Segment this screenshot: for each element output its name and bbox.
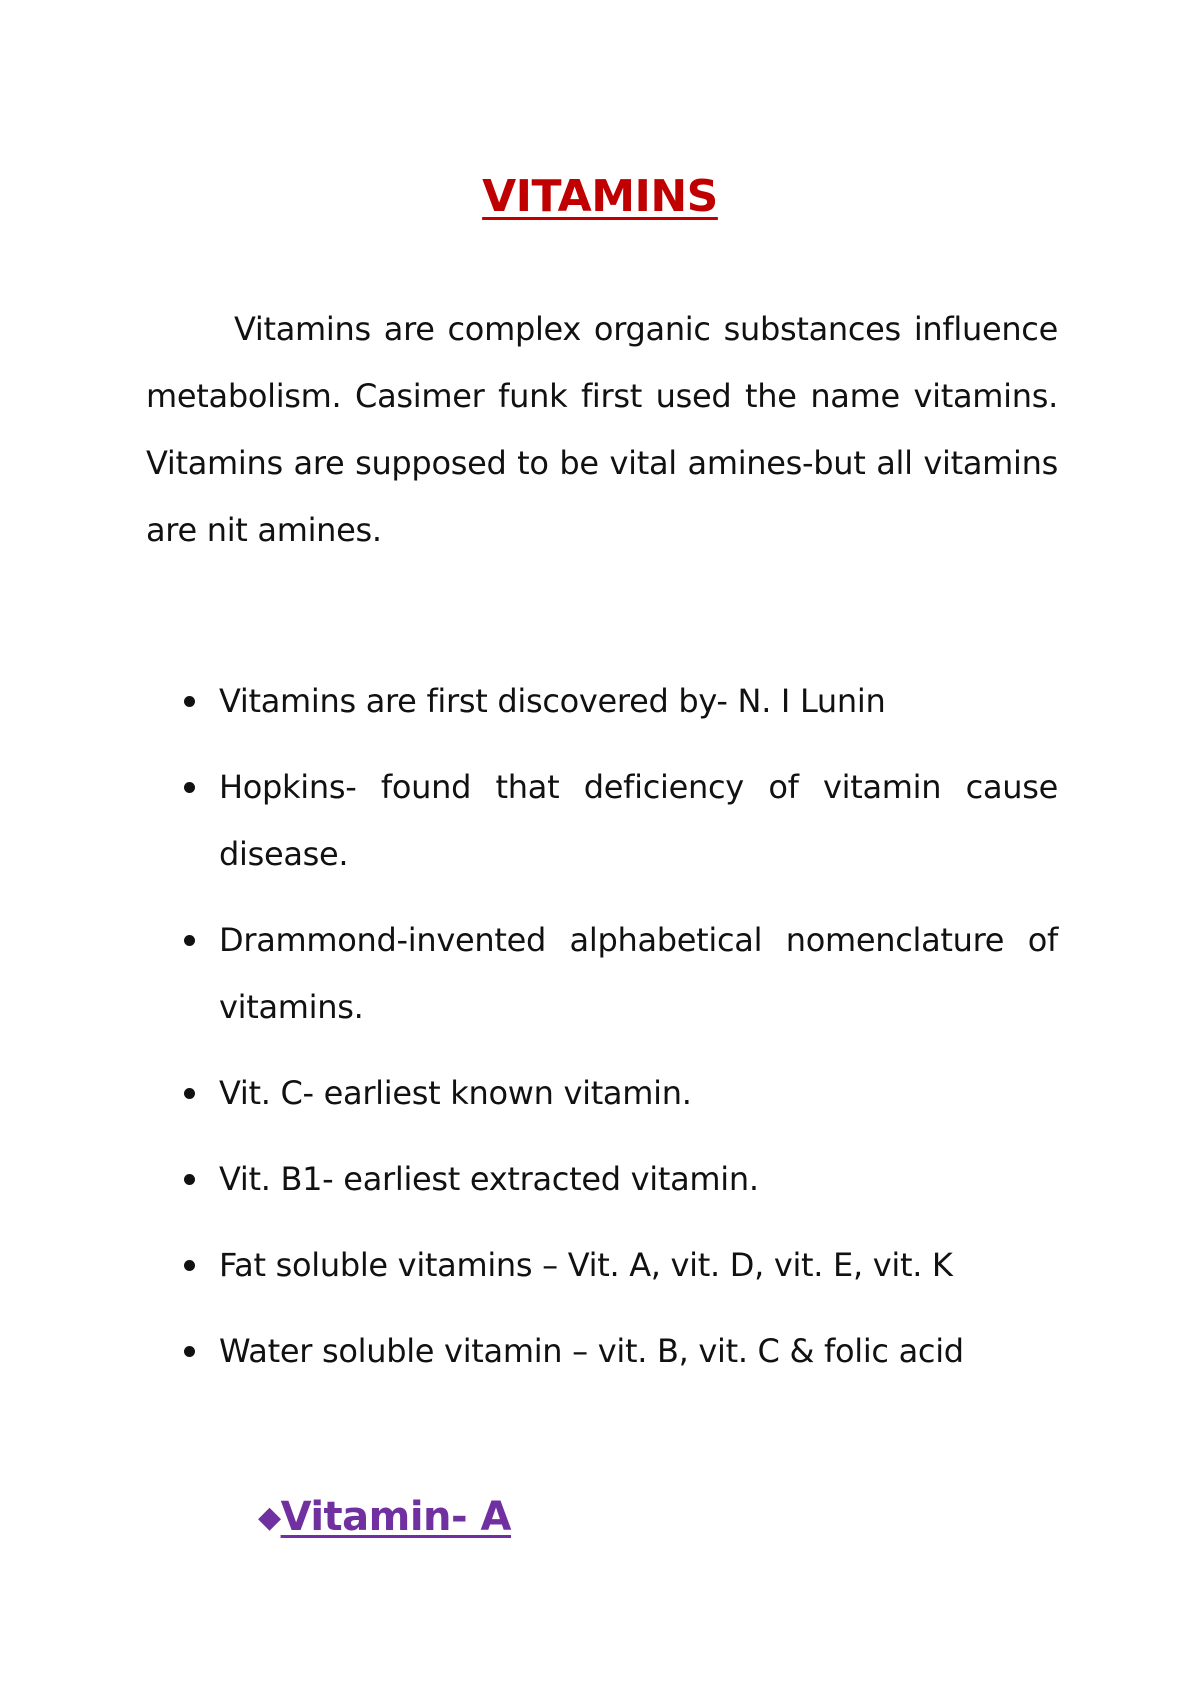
section-heading-text: Vitamin- A (280, 1494, 512, 1540)
list-item-text: Vitamins are first discovered by- N. I Lunin (219, 682, 886, 720)
list-item (0, 1232, 1058, 1299)
bullet-icon (184, 696, 195, 707)
list-item-text: Water soluble vitamin – vit. B, vit. C & folic acid (219, 1332, 964, 1370)
diamond-bullet-icon: ◆ (258, 1500, 281, 1535)
list-item-text: Drammond-invented alphabetical nomenclature of vitamins. (219, 921, 1058, 1026)
section-heading-vitamin-a (258, 1494, 511, 1540)
list-item (0, 754, 1058, 888)
page-title: VITAMINS (482, 171, 718, 223)
list-item-text: Vit. B1- earliest extracted vitamin. (219, 1160, 759, 1198)
bullet-icon (184, 1346, 195, 1357)
list-item-text: Hopkins- found that deficiency of vitamin cause disease. (219, 768, 1058, 873)
list-item (0, 1318, 1058, 1385)
list-item (0, 668, 1058, 735)
list-item (0, 1146, 1058, 1213)
vitamin-facts-list (0, 668, 1200, 1404)
list-item-text: Vit. C- earliest known vitamin. (219, 1074, 692, 1112)
bullet-icon (184, 1260, 195, 1271)
bullet-icon (184, 935, 195, 946)
bullet-icon (184, 1088, 195, 1099)
bullet-icon (184, 1174, 195, 1185)
list-item-text: Fat soluble vitamins – Vit. A, vit. D, vit. E, vit. K (219, 1246, 953, 1284)
list-item (0, 907, 1058, 1041)
intro-paragraph: Vitamins are complex organic substances influence metabolism. Casimer funk first used the name vitamins. Vitamins are supposed to be vital amines-but all vitamins are nit amines. (146, 310, 1058, 549)
list-item (0, 1060, 1058, 1127)
bullet-icon (184, 782, 195, 793)
